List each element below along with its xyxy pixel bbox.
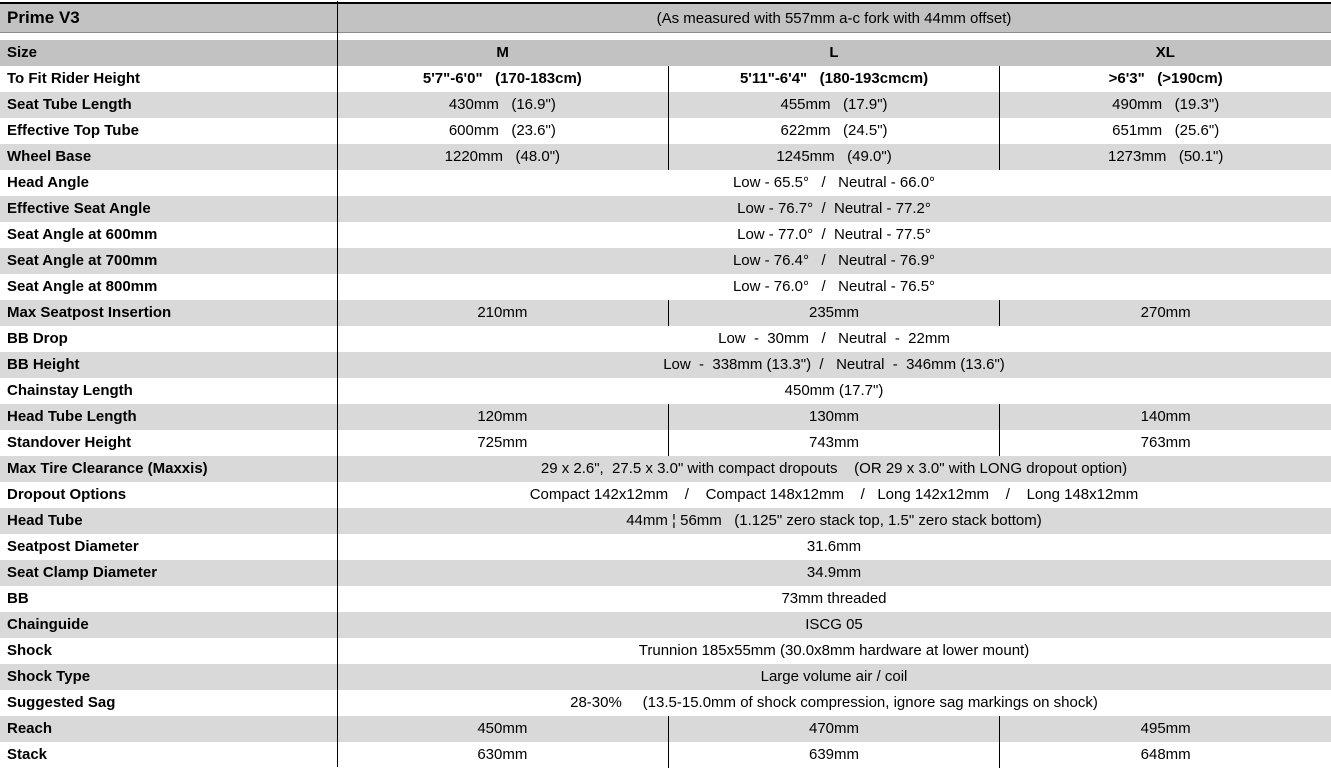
spec-row <box>0 378 1331 404</box>
spec-value-merged: Low - 65.5° / Neutral - 66.0° <box>732 174 936 191</box>
spec-row-label: Seat Angle at 800mm <box>7 278 158 295</box>
spec-row-label: Seat Tube Length <box>7 96 132 113</box>
spec-value-merged: Large volume air / coil <box>760 668 908 685</box>
spec-value-merged: Low - 76.7° / Neutral - 77.2° <box>737 200 931 217</box>
spec-row <box>0 742 1331 768</box>
spec-value-cell: 651mm (25.6") <box>999 118 1331 144</box>
spec-row <box>0 274 1331 300</box>
spec-value-merged: 29 x 2.6", 27.5 x 3.0" with compact dropouts (OR 29 x 3.0" with LONG dropout option) <box>540 460 1128 477</box>
spec-value-cell: 639mm <box>668 742 1000 768</box>
spec-rows <box>0 66 1331 768</box>
spec-row-label: Head Tube Length <box>7 408 137 425</box>
spec-row <box>0 456 1331 482</box>
size-column-m: M <box>496 44 509 61</box>
spec-row <box>0 404 1331 430</box>
spec-value-cell: 1273mm (50.1") <box>999 144 1331 170</box>
spec-value-cell: 5'11"-6'4" (180-193cmcm) <box>668 66 1000 92</box>
spec-row <box>0 612 1331 638</box>
spec-value-cell: 450mm <box>477 720 528 737</box>
spec-row-label: Shock <box>7 642 53 659</box>
spec-row-label: Wheel Base <box>7 148 92 165</box>
size-header-label: Size <box>7 44 38 61</box>
header-gap <box>0 33 1331 40</box>
spec-row <box>0 222 1331 248</box>
spec-row-label: Chainstay Length <box>7 382 133 399</box>
size-column-l: L <box>829 44 839 61</box>
spec-row-label: Suggested Sag <box>7 694 116 711</box>
spec-row-label: Seat Angle at 600mm <box>7 226 158 243</box>
spec-row <box>0 66 1331 92</box>
size-column-xl: XL <box>1155 44 1175 61</box>
spec-row-label: Head Tube <box>7 512 83 529</box>
spec-value-merged: Low - 76.0° / Neutral - 76.5° <box>732 278 936 295</box>
spec-row <box>0 586 1331 612</box>
spec-row-label: Effective Seat Angle <box>7 200 151 217</box>
spec-value-cell: 120mm <box>477 408 528 425</box>
spec-row <box>0 664 1331 690</box>
spec-value-merged: 34.9mm <box>806 564 862 581</box>
spec-row-label: Chainguide <box>7 616 89 633</box>
spec-value-cell: 140mm <box>999 404 1331 430</box>
spec-row-label: BB Height <box>7 356 80 373</box>
spec-row <box>0 638 1331 664</box>
spec-value-merged: Compact 142x12mm / Compact 148x12mm / Long 142x12mm / Long 148x12mm <box>529 486 1139 503</box>
spec-row <box>0 716 1331 742</box>
spec-value-merged: Trunnion 185x55mm (30.0x8mm hardware at lower mount) <box>638 642 1030 659</box>
spec-row-label: To Fit Rider Height <box>7 70 141 87</box>
spec-value-cell: 1220mm (48.0") <box>444 148 561 165</box>
spec-row <box>0 560 1331 586</box>
model-title: Prime V3 <box>7 8 80 27</box>
spec-row-label: Stack <box>7 746 48 763</box>
spec-value-cell: 430mm (16.9") <box>448 96 556 113</box>
spec-value-cell: 630mm <box>477 746 528 763</box>
table-header-row <box>0 2 1331 33</box>
spec-row-label: Effective Top Tube <box>7 122 139 139</box>
spec-value-cell: 622mm (24.5") <box>668 118 1000 144</box>
spec-row <box>0 144 1331 170</box>
spec-row <box>0 196 1331 222</box>
spec-value-merged: Low - 76.4° / Neutral - 76.9° <box>732 252 936 269</box>
spec-row-label: Max Seatpost Insertion <box>7 304 172 321</box>
spec-value-cell: 600mm (23.6") <box>448 122 556 139</box>
spec-value-cell: 235mm <box>668 300 1000 326</box>
spec-value-cell: 5'7"-6'0" (170-183cm) <box>422 70 582 87</box>
spec-value-cell: 210mm <box>477 304 528 321</box>
spec-row-label: BB Drop <box>7 330 68 347</box>
spec-value-cell: 1245mm (49.0") <box>668 144 1000 170</box>
spec-value-cell: 470mm <box>668 716 1000 742</box>
spec-row-label: Max Tire Clearance (Maxxis) <box>7 460 208 477</box>
spec-row <box>0 248 1331 274</box>
spec-row-label: Seat Angle at 700mm <box>7 252 158 269</box>
spec-row <box>0 508 1331 534</box>
spec-value-merged: Low - 77.0° / Neutral - 77.5° <box>737 226 931 243</box>
spec-value-cell: 743mm <box>668 430 1000 456</box>
spec-row-label: Seatpost Diameter <box>7 538 139 555</box>
spec-row-label: Shock Type <box>7 668 91 685</box>
spec-row <box>0 326 1331 352</box>
spec-value-merged: 28-30% (13.5-15.0mm of shock compression, ignore sag markings on shock) <box>570 694 1098 711</box>
spec-value-merged: Low - 30mm / Neutral - 22mm <box>718 330 950 347</box>
spec-row <box>0 534 1331 560</box>
spec-row-label: Head Angle <box>7 174 89 191</box>
spec-value-merged: Low - 338mm (13.3") / Neutral - 346mm (13.6") <box>663 356 1005 373</box>
spec-value-merged: 31.6mm <box>806 538 862 555</box>
spec-row <box>0 482 1331 508</box>
spec-row-label: Reach <box>7 720 53 737</box>
spec-value-cell: >6'3" (>190cm) <box>999 66 1331 92</box>
spec-value-cell: 455mm (17.9") <box>668 92 1000 118</box>
spec-row-label: Seat Clamp Diameter <box>7 564 158 581</box>
spec-value-cell: 490mm (19.3") <box>999 92 1331 118</box>
spec-value-cell: 725mm <box>477 434 528 451</box>
spec-row <box>0 118 1331 144</box>
spec-row <box>0 430 1331 456</box>
spec-row <box>0 352 1331 378</box>
spec-row <box>0 300 1331 326</box>
measurement-note: (As measured with 557mm a-c fork with 44mm offset) <box>656 10 1012 27</box>
spec-value-cell: 648mm <box>999 742 1331 768</box>
size-header-row <box>0 40 1331 66</box>
spec-row-label: Dropout Options <box>7 486 127 503</box>
spec-value-cell: 763mm <box>999 430 1331 456</box>
spec-value-merged: 450mm (17.7") <box>784 382 884 399</box>
spec-row <box>0 170 1331 196</box>
spec-value-merged: 73mm threaded <box>781 590 887 607</box>
spec-row-label: BB <box>7 590 29 607</box>
spec-value-cell: 130mm <box>668 404 1000 430</box>
spec-row-label: Standover Height <box>7 434 132 451</box>
spec-value-merged: ISCG 05 <box>805 616 863 633</box>
label-column-divider <box>337 1 338 767</box>
spec-value-cell: 270mm <box>999 300 1331 326</box>
spec-row <box>0 92 1331 118</box>
spec-value-cell: 495mm <box>999 716 1331 742</box>
spec-row <box>0 690 1331 716</box>
spec-value-merged: 44mm ¦ 56mm (1.125" zero stack top, 1.5" zero stack bottom) <box>626 512 1042 529</box>
